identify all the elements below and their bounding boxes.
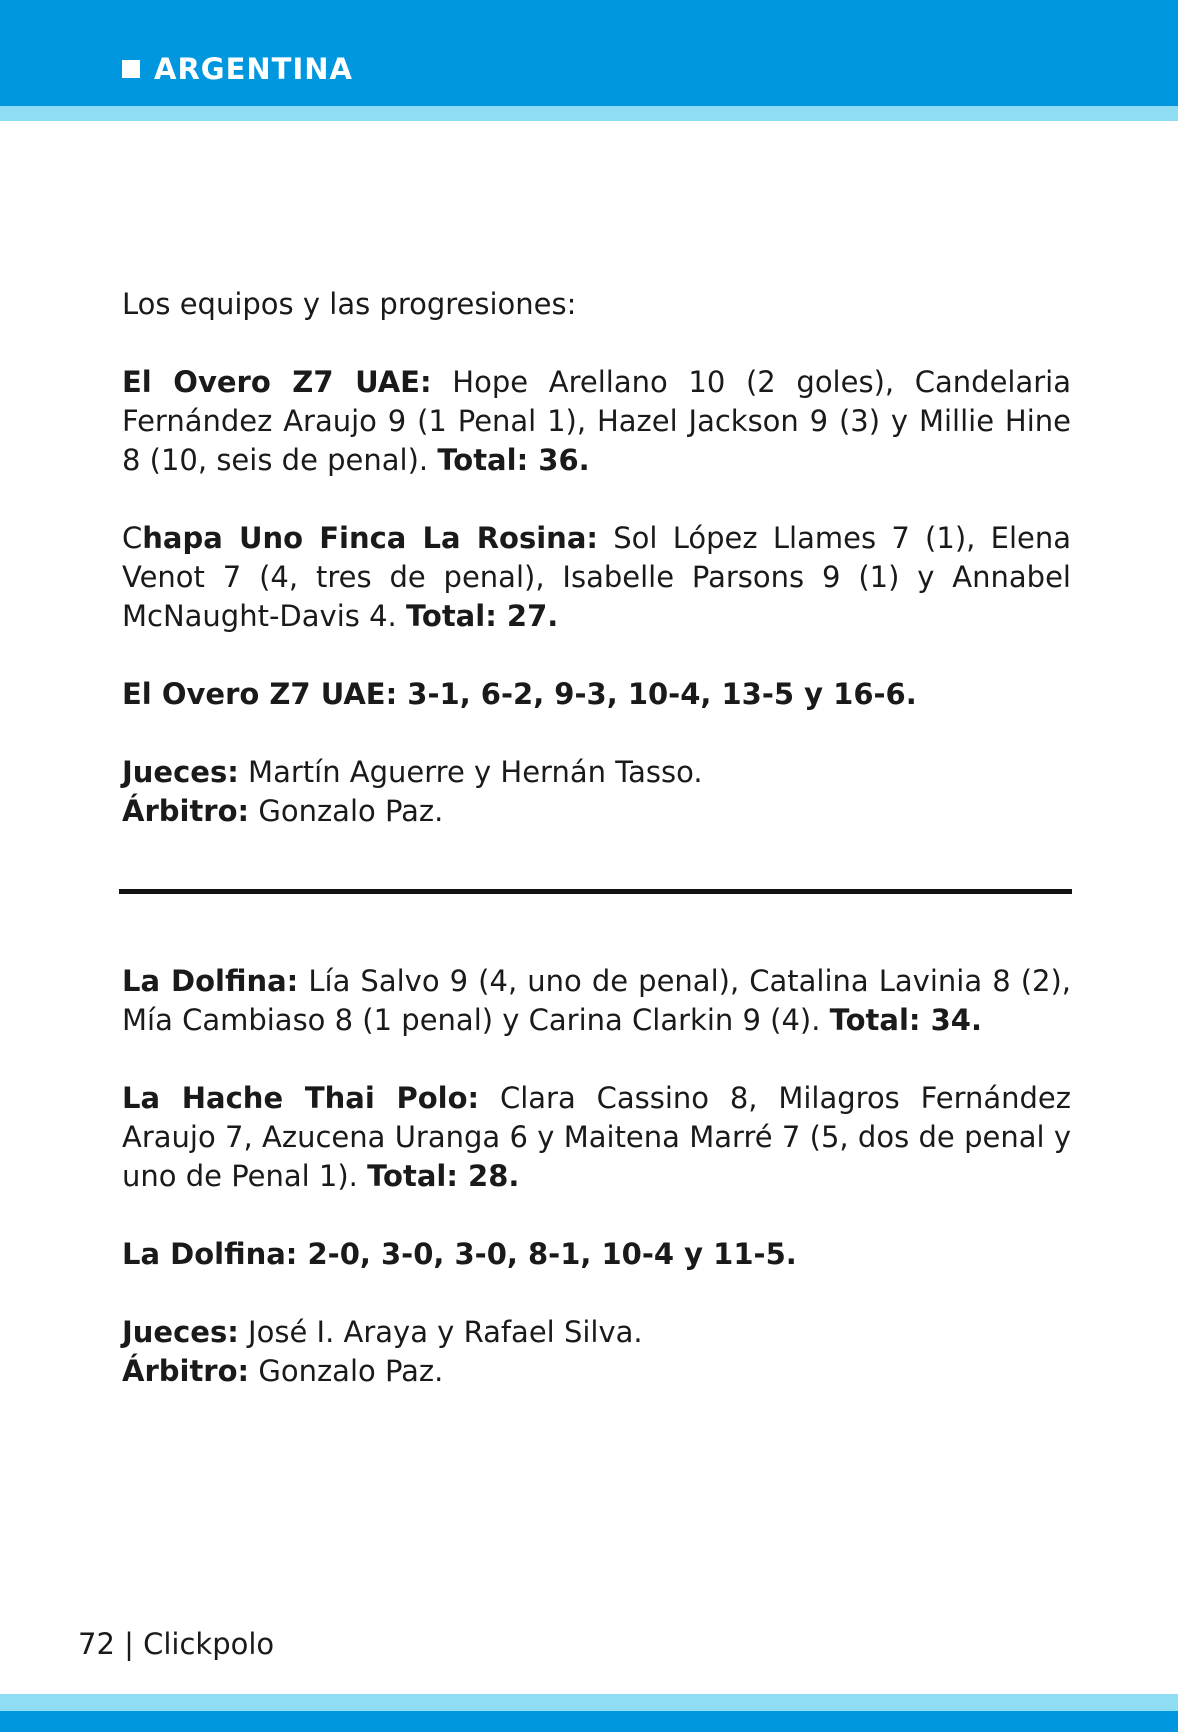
match1-team1 <box>122 363 1071 480</box>
judges-names: Martín Aguerre y Hernán Tasso. <box>248 755 703 789</box>
intro-text: Los equipos y las progresiones: <box>122 287 577 321</box>
judges-label: Jueces: <box>122 1315 239 1349</box>
team-name: hapa Uno Finca La Rosina: <box>142 521 598 555</box>
team-name: La Dolfina: <box>122 964 299 998</box>
judges-label: Jueces: <box>122 755 239 789</box>
team-name: La Hache Thai Polo: <box>122 1081 480 1115</box>
team-total: Total: 28. <box>367 1159 520 1193</box>
judges-line <box>122 753 1071 792</box>
referee-name: Gonzalo Paz. <box>258 794 444 828</box>
match1-officials <box>122 753 1071 831</box>
team-players: Clara Cassino 8, Milagros Fernández Araujo 7, Azucena Uranga 6 y Maitena Marré 7 (5, dos de penal y uno de Penal 1). <box>122 1081 1071 1193</box>
team-total: Total: 27. <box>405 599 559 633</box>
team-name: El Overo Z7 UAE: <box>122 365 432 399</box>
section-divider <box>119 889 1072 894</box>
match2-progression <box>122 1235 1071 1274</box>
match2-officials <box>122 1313 1071 1391</box>
referee-label: Árbitro: <box>122 794 250 828</box>
footer-bar <box>0 1711 1178 1732</box>
judges-names: José I. Araya y Rafael Silva. <box>248 1315 643 1349</box>
progression-text: El Overo Z7 UAE: 3-1, 6-2, 9-3, 10-4, 13-5 y 16-6. <box>122 677 917 711</box>
page-footer: 72 | Clickpolo <box>78 1627 275 1661</box>
section-title: ARGENTINA <box>154 52 353 86</box>
team-players: Lía Salvo 9 (4, uno de penal), Catalina Lavinia 8 (2), Mía Cambiaso 8 (1 penal) y Carina Clarkin 9 (4). <box>122 964 1072 1037</box>
team-total: Total: 36. <box>437 443 590 477</box>
footer-stripe <box>0 1694 1178 1711</box>
progression-text: La Dolfina: 2-0, 3-0, 3-0, 8-1, 10-4 y 11-5. <box>122 1237 797 1271</box>
match1-progression <box>122 675 1071 714</box>
referee-line <box>122 792 1071 831</box>
section-header <box>122 47 353 91</box>
referee-line <box>122 1352 1071 1391</box>
match2-team1 <box>122 962 1071 1040</box>
team-total: Total: 34. <box>829 1003 982 1037</box>
team-players: Sol López Llames 7 (1), Elena Venot 7 (4, tres de penal), Isabelle Parsons 9 (1) y Annabel McNaught-Davis 4. <box>122 521 1071 633</box>
team-name-initial: C <box>122 521 143 555</box>
referee-label: Árbitro: <box>122 1354 250 1388</box>
page-content <box>122 285 1071 1430</box>
team-players: Hope Arellano 10 (2 goles), Candelaria Fernández Araujo 9 (1 Penal 1), Hazel Jackson 9 (3) y Millie Hine 8 (10, seis de penal). <box>122 365 1072 477</box>
judges-line <box>122 1313 1071 1352</box>
header-stripe <box>0 106 1178 121</box>
square-bullet-icon <box>122 60 140 78</box>
referee-name: Gonzalo Paz. <box>258 1354 444 1388</box>
match1-team2 <box>122 519 1071 636</box>
match2-team2 <box>122 1079 1071 1196</box>
